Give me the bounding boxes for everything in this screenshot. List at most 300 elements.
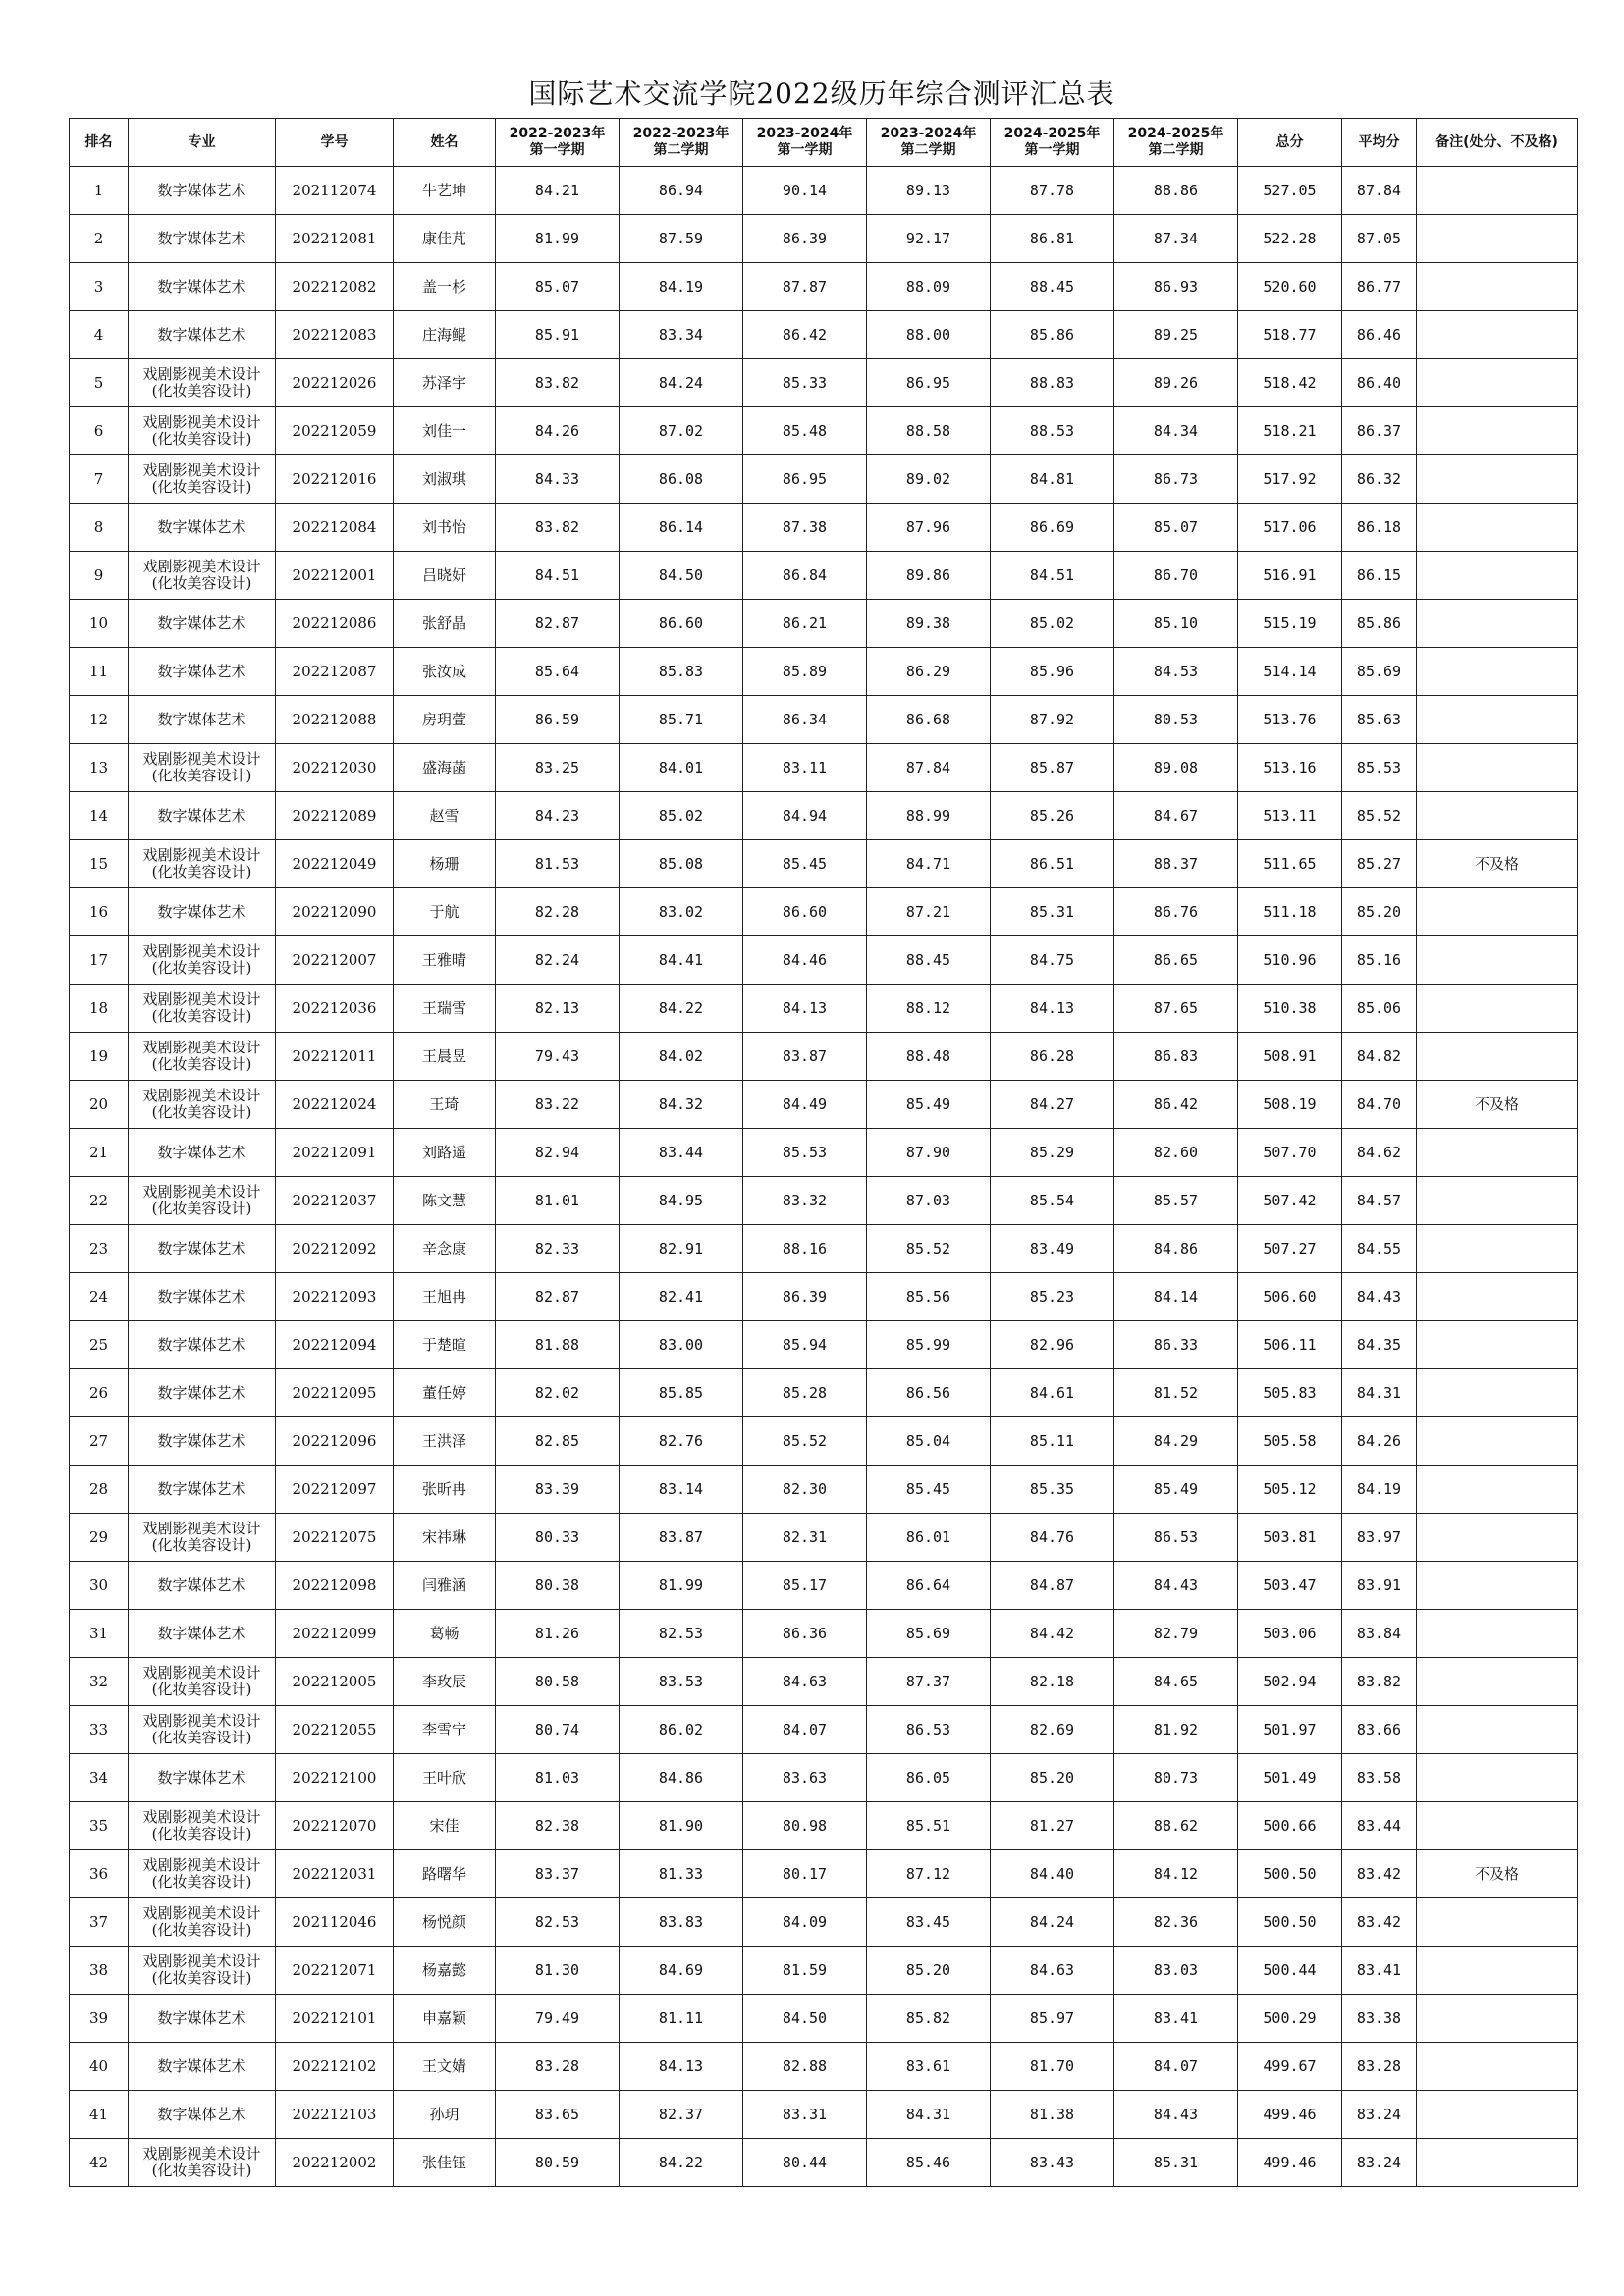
score-cell: 83.53: [620, 1658, 743, 1706]
note-cell: [1417, 648, 1578, 696]
score-cell: 82.60: [1114, 1129, 1238, 1177]
note-cell: [1417, 744, 1578, 792]
score-cell: 85.49: [867, 1081, 991, 1129]
major-cell: 戏剧影视美术设计 (化妆美容设计): [129, 1514, 276, 1562]
score-cell: 80.73: [1114, 1754, 1238, 1802]
student-name-cell: 房玥萱: [394, 696, 496, 744]
score-cell: 83.65: [496, 2091, 620, 2139]
average-cell: 84.19: [1342, 1466, 1417, 1514]
score-cell: 84.24: [620, 359, 743, 407]
average-cell: 85.69: [1342, 648, 1417, 696]
score-cell: 85.83: [620, 648, 743, 696]
score-cell: 83.00: [620, 1321, 743, 1369]
score-cell: 80.33: [496, 1514, 620, 1562]
score-cell: 84.33: [496, 455, 620, 504]
student-id-cell: 202212031: [276, 1850, 394, 1898]
rank-cell: 11: [70, 648, 129, 696]
score-cell: 84.12: [1114, 1850, 1238, 1898]
major-cell: 数字媒体艺术: [129, 1129, 276, 1177]
score-cell: 84.32: [620, 1081, 743, 1129]
student-id-cell: 202212026: [276, 359, 394, 407]
score-cell: 83.25: [496, 744, 620, 792]
score-cell: 86.95: [743, 455, 867, 504]
score-cell: 84.67: [1114, 792, 1238, 840]
score-cell: 86.53: [867, 1706, 991, 1754]
major-cell: 数字媒体艺术: [129, 1466, 276, 1514]
student-id-cell: 202212093: [276, 1273, 394, 1321]
score-cell: 82.18: [991, 1658, 1114, 1706]
table-row: [70, 1754, 1578, 1802]
table-row: [70, 744, 1578, 792]
score-cell: 84.34: [1114, 407, 1238, 455]
note-cell: [1417, 455, 1578, 504]
score-cell: 84.95: [620, 1177, 743, 1225]
score-cell: 84.50: [620, 552, 743, 600]
score-cell: 88.99: [867, 792, 991, 840]
header-student-id: 学号: [276, 119, 394, 167]
score-cell: 86.02: [620, 1706, 743, 1754]
score-cell: 85.02: [620, 792, 743, 840]
major-cell: 数字媒体艺术: [129, 1562, 276, 1610]
note-cell: [1417, 1514, 1578, 1562]
score-cell: 84.69: [620, 1947, 743, 1995]
table-row: [70, 1562, 1578, 1610]
score-cell: 81.27: [991, 1802, 1114, 1850]
rank-cell: 40: [70, 2043, 129, 2091]
score-cell: 84.26: [496, 407, 620, 455]
score-cell: 82.88: [743, 2043, 867, 2091]
score-cell: 89.26: [1114, 359, 1238, 407]
score-cell: 87.34: [1114, 215, 1238, 263]
score-cell: 84.23: [496, 792, 620, 840]
score-cell: 88.86: [1114, 167, 1238, 215]
student-name-cell: 闫雅涵: [394, 1562, 496, 1610]
rank-cell: 22: [70, 1177, 129, 1225]
student-id-cell: 202212099: [276, 1610, 394, 1658]
student-name-cell: 李玫辰: [394, 1658, 496, 1706]
student-id-cell: 202212083: [276, 311, 394, 359]
score-cell: 85.56: [867, 1273, 991, 1321]
score-cell: 85.02: [991, 600, 1114, 648]
student-name-cell: 王旭冉: [394, 1273, 496, 1321]
score-cell: 84.29: [1114, 1417, 1238, 1466]
total-cell: 515.19: [1238, 600, 1342, 648]
score-cell: 84.40: [991, 1850, 1114, 1898]
student-name-cell: 张舒晶: [394, 600, 496, 648]
score-cell: 86.64: [867, 1562, 991, 1610]
table-row: [70, 600, 1578, 648]
rank-cell: 32: [70, 1658, 129, 1706]
average-cell: 84.82: [1342, 1033, 1417, 1081]
score-cell: 84.71: [867, 840, 991, 888]
total-cell: 511.65: [1238, 840, 1342, 888]
note-cell: [1417, 1610, 1578, 1658]
score-cell: 83.14: [620, 1466, 743, 1514]
total-cell: 508.91: [1238, 1033, 1342, 1081]
score-cell: 86.94: [620, 167, 743, 215]
student-id-cell: 202212103: [276, 2091, 394, 2139]
rank-cell: 3: [70, 263, 129, 311]
rank-cell: 9: [70, 552, 129, 600]
student-name-cell: 宋祎琳: [394, 1514, 496, 1562]
score-cell: 86.59: [496, 696, 620, 744]
score-cell: 85.52: [867, 1225, 991, 1273]
score-cell: 89.86: [867, 552, 991, 600]
score-cell: 81.33: [620, 1850, 743, 1898]
score-cell: 88.83: [991, 359, 1114, 407]
student-name-cell: 辛念康: [394, 1225, 496, 1273]
student-id-cell: 202212096: [276, 1417, 394, 1466]
total-cell: 522.28: [1238, 215, 1342, 263]
score-cell: 86.73: [1114, 455, 1238, 504]
table-row: [70, 1610, 1578, 1658]
score-cell: 88.00: [867, 311, 991, 359]
score-cell: 85.64: [496, 648, 620, 696]
average-cell: 84.70: [1342, 1081, 1417, 1129]
student-id-cell: 202212090: [276, 888, 394, 936]
student-id-cell: 202212097: [276, 1466, 394, 1514]
major-cell: 戏剧影视美术设计 (化妆美容设计): [129, 1898, 276, 1947]
header-name: 姓名: [394, 119, 496, 167]
score-cell: 81.38: [991, 2091, 1114, 2139]
table-row: [70, 1321, 1578, 1369]
major-cell: 数字媒体艺术: [129, 1321, 276, 1369]
score-cell: 85.23: [991, 1273, 1114, 1321]
score-cell: 84.87: [991, 1562, 1114, 1610]
major-cell: 戏剧影视美术设计 (化妆美容设计): [129, 936, 276, 985]
score-cell: 88.09: [867, 263, 991, 311]
total-cell: 507.70: [1238, 1129, 1342, 1177]
score-cell: 84.14: [1114, 1273, 1238, 1321]
score-cell: 81.01: [496, 1177, 620, 1225]
table-row: [70, 1947, 1578, 1995]
student-id-cell: 202212102: [276, 2043, 394, 2091]
student-name-cell: 张汝成: [394, 648, 496, 696]
note-cell: [1417, 1562, 1578, 1610]
score-cell: 82.79: [1114, 1610, 1238, 1658]
score-cell: 86.34: [743, 696, 867, 744]
average-cell: 83.58: [1342, 1754, 1417, 1802]
score-cell: 86.69: [991, 504, 1114, 552]
table-row: [70, 1177, 1578, 1225]
note-cell: [1417, 1658, 1578, 1706]
total-cell: 507.27: [1238, 1225, 1342, 1273]
student-id-cell: 202212101: [276, 1995, 394, 2043]
score-cell: 87.87: [743, 263, 867, 311]
score-cell: 85.69: [867, 1610, 991, 1658]
header-semester-1: 2022-2023年 第一学期: [496, 119, 620, 167]
student-name-cell: 王晨昱: [394, 1033, 496, 1081]
student-name-cell: 苏泽宇: [394, 359, 496, 407]
score-cell: 89.25: [1114, 311, 1238, 359]
student-id-cell: 202212011: [276, 1033, 394, 1081]
note-cell: [1417, 888, 1578, 936]
average-cell: 83.44: [1342, 1802, 1417, 1850]
student-id-cell: 202212055: [276, 1706, 394, 1754]
student-name-cell: 刘佳一: [394, 407, 496, 455]
score-cell: 85.31: [1114, 2139, 1238, 2187]
student-name-cell: 吕晓妍: [394, 552, 496, 600]
score-cell: 85.49: [1114, 1466, 1238, 1514]
average-cell: 84.43: [1342, 1273, 1417, 1321]
score-cell: 82.24: [496, 936, 620, 985]
major-cell: 数字媒体艺术: [129, 311, 276, 359]
total-cell: 499.46: [1238, 2139, 1342, 2187]
score-cell: 85.07: [1114, 504, 1238, 552]
rank-cell: 33: [70, 1706, 129, 1754]
score-cell: 82.76: [620, 1417, 743, 1466]
rank-cell: 36: [70, 1850, 129, 1898]
score-cell: 84.86: [1114, 1225, 1238, 1273]
average-cell: 83.38: [1342, 1995, 1417, 2043]
average-cell: 83.66: [1342, 1706, 1417, 1754]
rank-cell: 27: [70, 1417, 129, 1466]
score-cell: 87.84: [867, 744, 991, 792]
rank-cell: 2: [70, 215, 129, 263]
header-row: [70, 119, 1578, 167]
score-cell: 83.39: [496, 1466, 620, 1514]
student-id-cell: 202212030: [276, 744, 394, 792]
score-cell: 86.39: [743, 1273, 867, 1321]
major-cell: 数字媒体艺术: [129, 1417, 276, 1466]
total-cell: 503.81: [1238, 1514, 1342, 1562]
table-row: [70, 552, 1578, 600]
header-semester-5: 2024-2025年 第一学期: [991, 119, 1114, 167]
score-cell: 84.13: [743, 985, 867, 1033]
score-cell: 84.01: [620, 744, 743, 792]
major-cell: 戏剧影视美术设计 (化妆美容设计): [129, 1081, 276, 1129]
rank-cell: 5: [70, 359, 129, 407]
score-cell: 85.85: [620, 1369, 743, 1417]
score-cell: 85.20: [991, 1754, 1114, 1802]
average-cell: 86.18: [1342, 504, 1417, 552]
score-cell: 80.74: [496, 1706, 620, 1754]
total-cell: 505.83: [1238, 1369, 1342, 1417]
score-cell: 82.96: [991, 1321, 1114, 1369]
score-cell: 80.98: [743, 1802, 867, 1850]
score-cell: 88.45: [991, 263, 1114, 311]
major-cell: 数字媒体艺术: [129, 1225, 276, 1273]
score-cell: 82.02: [496, 1369, 620, 1417]
score-cell: 85.54: [991, 1177, 1114, 1225]
score-cell: 80.59: [496, 2139, 620, 2187]
student-name-cell: 刘路遥: [394, 1129, 496, 1177]
total-cell: 503.47: [1238, 1562, 1342, 1610]
score-cell: 84.31: [867, 2091, 991, 2139]
student-id-cell: 202212071: [276, 1947, 394, 1995]
score-cell: 88.62: [1114, 1802, 1238, 1850]
note-cell: [1417, 1273, 1578, 1321]
score-cell: 79.49: [496, 1995, 620, 2043]
average-cell: 83.91: [1342, 1562, 1417, 1610]
score-cell: 84.41: [620, 936, 743, 985]
score-cell: 86.42: [743, 311, 867, 359]
table-row: [70, 1995, 1578, 2043]
table-row: [70, 1466, 1578, 1514]
rank-cell: 13: [70, 744, 129, 792]
score-cell: 81.99: [496, 215, 620, 263]
major-cell: 数字媒体艺术: [129, 888, 276, 936]
total-cell: 505.58: [1238, 1417, 1342, 1466]
score-cell: 85.08: [620, 840, 743, 888]
average-cell: 83.41: [1342, 1947, 1417, 1995]
average-cell: 86.32: [1342, 455, 1417, 504]
table-row: [70, 1081, 1578, 1129]
score-cell: 84.22: [620, 985, 743, 1033]
major-cell: 数字媒体艺术: [129, 696, 276, 744]
total-cell: 500.44: [1238, 1947, 1342, 1995]
note-cell: [1417, 1706, 1578, 1754]
score-cell: 84.51: [496, 552, 620, 600]
table-row: [70, 311, 1578, 359]
table-row: [70, 167, 1578, 215]
score-cell: 86.65: [1114, 936, 1238, 985]
total-cell: 517.06: [1238, 504, 1342, 552]
note-cell: [1417, 2139, 1578, 2187]
score-cell: 82.87: [496, 1273, 620, 1321]
average-cell: 84.35: [1342, 1321, 1417, 1369]
rank-cell: 21: [70, 1129, 129, 1177]
score-cell: 84.46: [743, 936, 867, 985]
score-cell: 83.03: [1114, 1947, 1238, 1995]
note-cell: [1417, 215, 1578, 263]
student-name-cell: 庄海鲲: [394, 311, 496, 359]
student-name-cell: 盛海菡: [394, 744, 496, 792]
score-cell: 81.03: [496, 1754, 620, 1802]
rank-cell: 37: [70, 1898, 129, 1947]
average-cell: 83.42: [1342, 1850, 1417, 1898]
note-cell: [1417, 263, 1578, 311]
score-cell: 84.43: [1114, 1562, 1238, 1610]
score-cell: 80.58: [496, 1658, 620, 1706]
average-cell: 84.31: [1342, 1369, 1417, 1417]
score-cell: 85.91: [496, 311, 620, 359]
student-id-cell: 202212095: [276, 1369, 394, 1417]
header-semester-6: 2024-2025年 第二学期: [1114, 119, 1238, 167]
student-id-cell: 202112074: [276, 167, 394, 215]
student-id-cell: 202212091: [276, 1129, 394, 1177]
note-cell: [1417, 600, 1578, 648]
major-cell: 数字媒体艺术: [129, 792, 276, 840]
score-cell: 83.82: [496, 359, 620, 407]
total-cell: 510.38: [1238, 985, 1342, 1033]
score-cell: 85.17: [743, 1562, 867, 1610]
table-row: [70, 2091, 1578, 2139]
table-row: [70, 1706, 1578, 1754]
total-cell: 511.18: [1238, 888, 1342, 936]
major-cell: 戏剧影视美术设计 (化妆美容设计): [129, 744, 276, 792]
score-cell: 84.65: [1114, 1658, 1238, 1706]
major-cell: 数字媒体艺术: [129, 2091, 276, 2139]
student-name-cell: 杨悦颜: [394, 1898, 496, 1947]
table-row: [70, 2043, 1578, 2091]
rank-cell: 39: [70, 1995, 129, 2043]
note-cell: [1417, 167, 1578, 215]
table-row: [70, 985, 1578, 1033]
score-cell: 82.13: [496, 985, 620, 1033]
student-name-cell: 牛艺坤: [394, 167, 496, 215]
header-average: 平均分: [1342, 119, 1417, 167]
total-cell: 513.76: [1238, 696, 1342, 744]
total-cell: 513.11: [1238, 792, 1342, 840]
average-cell: 87.05: [1342, 215, 1417, 263]
table-row: [70, 888, 1578, 936]
score-cell: 82.69: [991, 1706, 1114, 1754]
rank-cell: 8: [70, 504, 129, 552]
rank-cell: 23: [70, 1225, 129, 1273]
score-table: [69, 118, 1578, 2187]
score-cell: 85.99: [867, 1321, 991, 1369]
total-cell: 518.77: [1238, 311, 1342, 359]
student-name-cell: 刘书怡: [394, 504, 496, 552]
score-cell: 85.86: [991, 311, 1114, 359]
average-cell: 86.77: [1342, 263, 1417, 311]
total-cell: 508.19: [1238, 1081, 1342, 1129]
student-id-cell: 202212036: [276, 985, 394, 1033]
score-cell: 86.39: [743, 215, 867, 263]
score-cell: 83.45: [867, 1898, 991, 1947]
rank-cell: 42: [70, 2139, 129, 2187]
score-cell: 81.52: [1114, 1369, 1238, 1417]
score-cell: 86.81: [991, 215, 1114, 263]
score-cell: 84.61: [991, 1369, 1114, 1417]
header-rank: 排名: [70, 119, 129, 167]
score-cell: 84.24: [991, 1898, 1114, 1947]
average-cell: 85.16: [1342, 936, 1417, 985]
score-cell: 84.94: [743, 792, 867, 840]
score-cell: 88.58: [867, 407, 991, 455]
total-cell: 500.50: [1238, 1850, 1342, 1898]
student-name-cell: 张昕冉: [394, 1466, 496, 1514]
major-cell: 数字媒体艺术: [129, 167, 276, 215]
score-cell: 92.17: [867, 215, 991, 263]
rank-cell: 1: [70, 167, 129, 215]
score-cell: 80.53: [1114, 696, 1238, 744]
student-id-cell: 202212092: [276, 1225, 394, 1273]
score-cell: 86.53: [1114, 1514, 1238, 1562]
student-id-cell: 202212094: [276, 1321, 394, 1369]
student-name-cell: 于航: [394, 888, 496, 936]
score-cell: 81.70: [991, 2043, 1114, 2091]
score-cell: 85.71: [620, 696, 743, 744]
score-cell: 83.87: [743, 1033, 867, 1081]
average-cell: 84.26: [1342, 1417, 1417, 1466]
rank-cell: 14: [70, 792, 129, 840]
score-cell: 86.21: [743, 600, 867, 648]
average-cell: 86.40: [1342, 359, 1417, 407]
score-cell: 84.02: [620, 1033, 743, 1081]
total-cell: 513.16: [1238, 744, 1342, 792]
student-name-cell: 王文婧: [394, 2043, 496, 2091]
total-cell: 520.60: [1238, 263, 1342, 311]
score-cell: 87.12: [867, 1850, 991, 1898]
score-cell: 85.26: [991, 792, 1114, 840]
note-cell: [1417, 1177, 1578, 1225]
average-cell: 85.20: [1342, 888, 1417, 936]
total-cell: 501.97: [1238, 1706, 1342, 1754]
total-cell: 501.49: [1238, 1754, 1342, 1802]
score-cell: 86.05: [867, 1754, 991, 1802]
student-id-cell: 202212002: [276, 2139, 394, 2187]
score-cell: 84.53: [1114, 648, 1238, 696]
score-cell: 84.50: [743, 1995, 867, 2043]
score-cell: 85.45: [743, 840, 867, 888]
score-cell: 81.53: [496, 840, 620, 888]
major-cell: 数字媒体艺术: [129, 263, 276, 311]
score-cell: 85.11: [991, 1417, 1114, 1466]
table-row: [70, 504, 1578, 552]
major-cell: 数字媒体艺术: [129, 1995, 276, 2043]
